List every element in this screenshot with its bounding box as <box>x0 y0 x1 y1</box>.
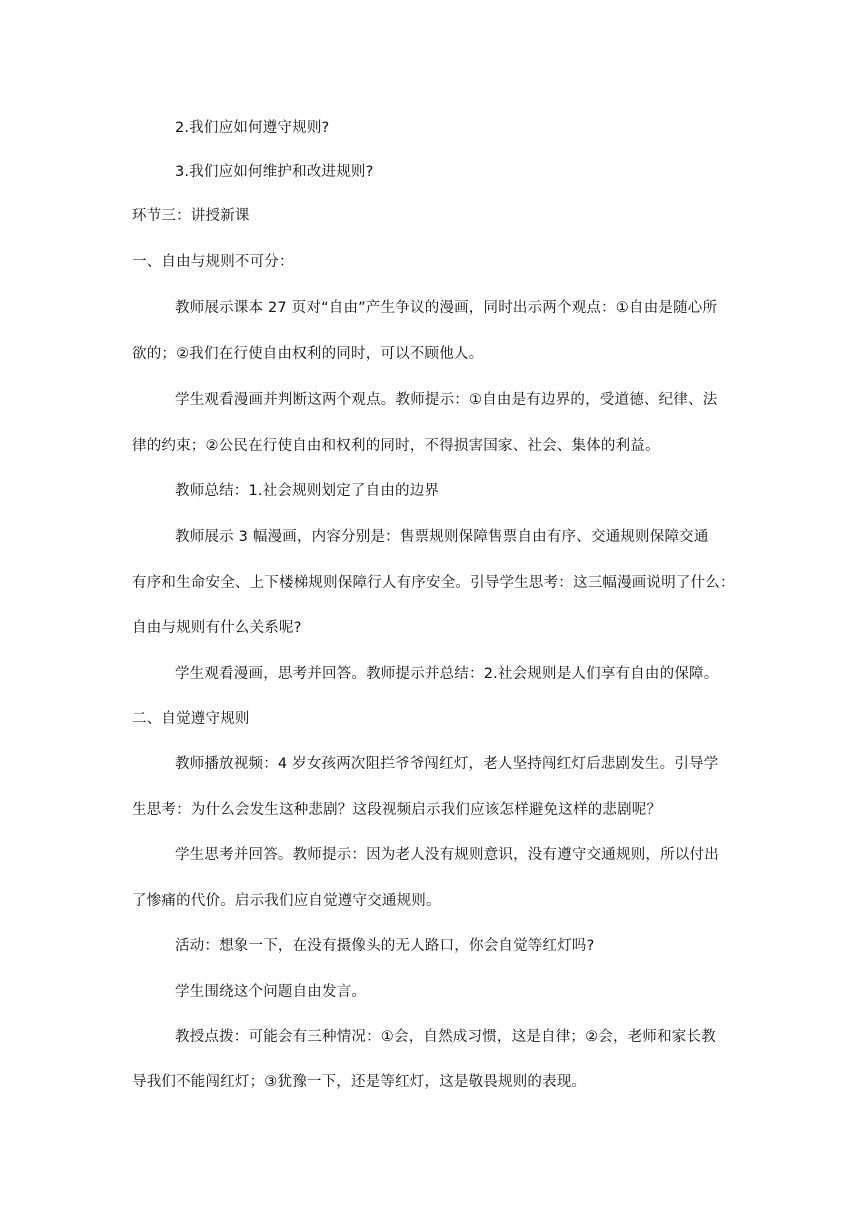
paragraph-line: 教师展示课本 27 页对“自由”产生争议的漫画，同时出示两个观点：①自由是随心所 <box>175 300 718 316</box>
paragraph-line: 导我们不能闯红灯；③犹豫一下，还是等红灯，这是敬畏规则的表现。 <box>132 1074 587 1090</box>
paragraph-line: 学生围绕这个问题自由发言。 <box>175 984 367 1000</box>
paragraph-line: 学生观看漫画，思考并回答。教师提示并总结：2.社会规则是人们享有自由的保障。 <box>175 666 719 682</box>
paragraph-line: 教师播放视频：4 岁女孩两次阻拦爷爷闯红灯，老人坚持闯红灯后悲剧发生。引导学 <box>175 756 719 772</box>
paragraph-line: 教授点拨：可能会有三种情况：①会，自然成习惯，这是自律；②会，老师和家长教 <box>175 1029 716 1045</box>
paragraph-line: 教师展示 3 幅漫画，内容分别是：售票规则保障售票自由有序、交通规则保障交通 <box>175 529 709 545</box>
paragraph-line: 学生观看漫画并判断这两个观点。教师提示：①自由是有边界的，受道德、纪律、法 <box>175 392 718 408</box>
paragraph-line: 律的约束；②公民在行使自由和权利的同时，不得损害国家、社会、集体的利益。 <box>132 438 660 454</box>
paragraph-line: 活动：想象一下，在没有摄像头的无人路口，你会自觉等红灯吗? <box>175 938 595 954</box>
section-heading-obey-rules: 二、自觉遵守规则 <box>132 711 250 727</box>
section-heading-freedom-rules: 一、自由与规则不可分： <box>132 254 294 270</box>
paragraph-line: 生思考：为什么会发生这种悲剧？这段视频启示我们应该怎样避免这样的悲剧呢？ <box>132 802 662 818</box>
section-heading-stage-3: 环节三：讲授新课 <box>132 208 250 224</box>
paragraph-line: 有序和生命安全、上下楼梯规则保障行人有序安全。引导学生思考：这三幅漫画说明了什么： <box>132 575 735 591</box>
paragraph-line: 教师总结：1.社会规则划定了自由的边界 <box>175 483 440 499</box>
paragraph-line: 了惨痛的代价。启示我们应自觉遵守交通规则。 <box>132 893 441 909</box>
question-3: 3.我们应如何维护和改进规则? <box>175 164 374 180</box>
paragraph-line: 学生思考并回答。教师提示：因为老人没有规则意识，没有遵守交通规则，所以付出 <box>175 847 719 863</box>
paragraph-line: 自由与规则有什么关系呢? <box>132 620 302 636</box>
paragraph-line: 欲的；②我们在行使自由权利的同时，可以不顾他人。 <box>132 346 484 362</box>
question-2: 2.我们应如何遵守规则? <box>175 120 330 136</box>
